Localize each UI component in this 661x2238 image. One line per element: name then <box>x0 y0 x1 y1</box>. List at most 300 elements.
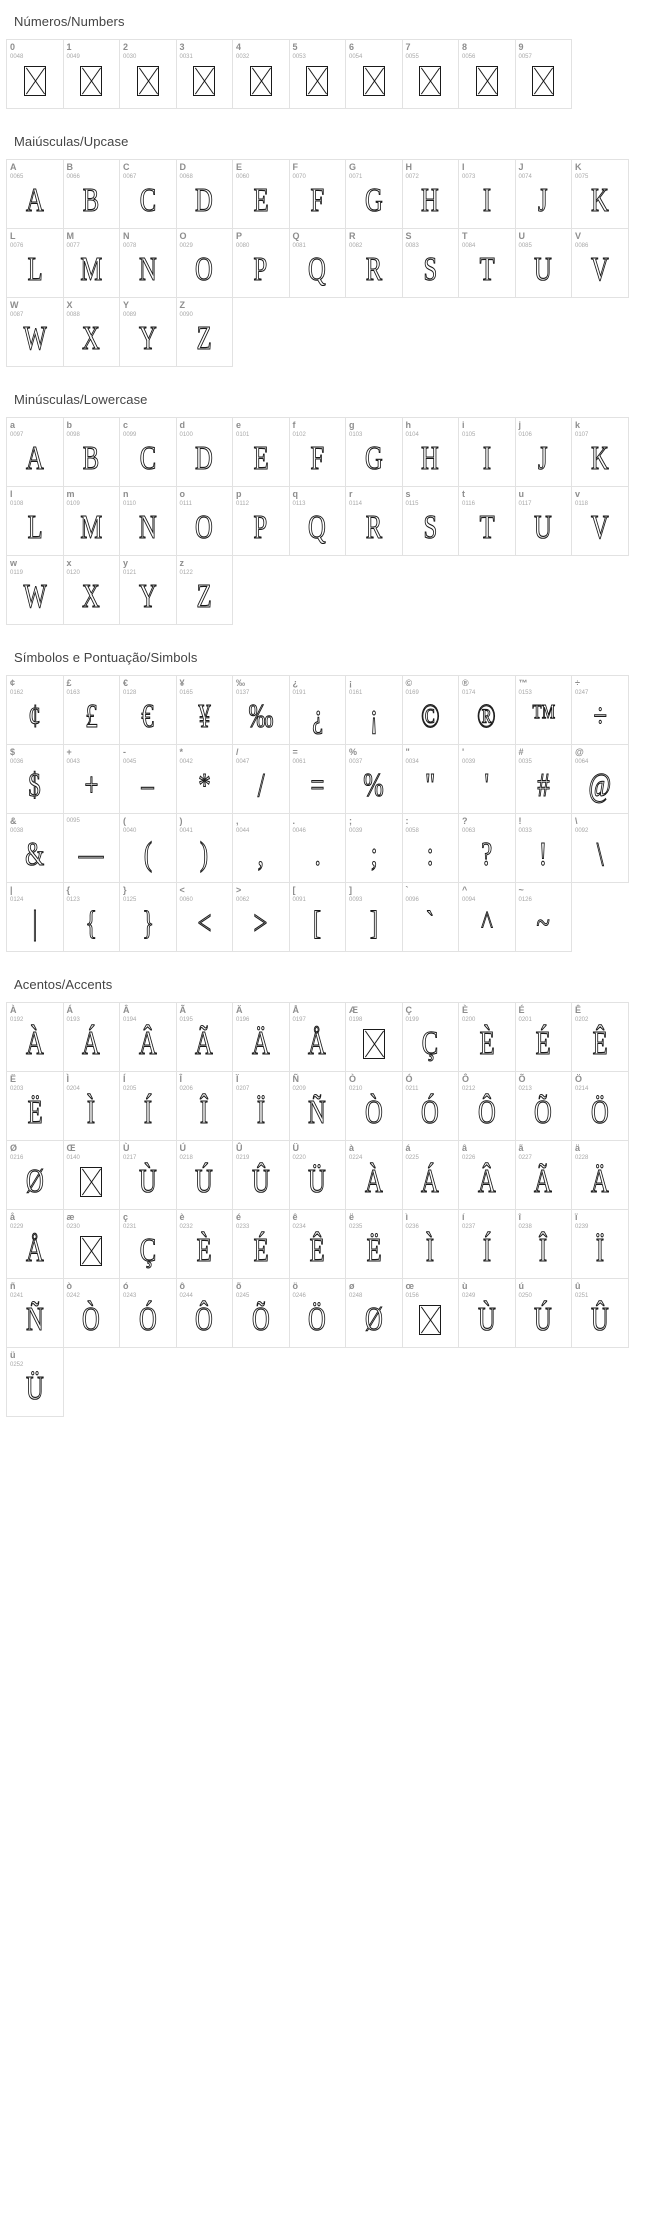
glyph-code-label: 0113 <box>292 501 306 507</box>
glyph-char-label: s <box>405 489 411 499</box>
glyph-cell[interactable] <box>6 1209 64 1279</box>
glyph-cell[interactable] <box>571 486 629 556</box>
glyph-char-label: ä <box>575 1143 581 1153</box>
glyph-cell[interactable] <box>6 228 64 298</box>
glyph-preview <box>572 1021 628 1067</box>
section-title: Números/Numbers <box>14 14 125 29</box>
glyph-char-label: ì <box>405 1212 409 1222</box>
glyph-cell[interactable] <box>232 675 290 745</box>
glyph-cell[interactable] <box>402 417 460 487</box>
glyph-cell[interactable] <box>515 1071 573 1141</box>
glyph-preview <box>7 178 63 224</box>
glyph-preview <box>572 247 628 293</box>
glyph-cell[interactable] <box>289 744 347 814</box>
glyph-cell[interactable] <box>515 675 573 745</box>
glyph-cell[interactable] <box>515 228 573 298</box>
glyph-char-label: U <box>518 231 525 241</box>
glyph-cell[interactable] <box>402 882 460 952</box>
glyph-cell[interactable] <box>6 1071 64 1141</box>
glyph-cell[interactable] <box>458 675 516 745</box>
glyph-cell[interactable] <box>515 882 573 952</box>
glyph-code-label: 0214 <box>575 1086 589 1092</box>
glyph-preview <box>177 694 233 740</box>
glyph-cell[interactable] <box>63 417 121 487</box>
glyph-outline: } <box>141 904 154 942</box>
glyph-cell[interactable] <box>571 813 629 883</box>
glyph-cell[interactable] <box>63 675 121 745</box>
glyph-char-label: ^ <box>462 885 468 895</box>
glyph-cell[interactable] <box>232 813 290 883</box>
glyph-preview <box>403 694 459 740</box>
glyph-char-label: 3 <box>179 42 185 52</box>
glyph-char-label: V <box>575 231 582 241</box>
glyph-cell[interactable] <box>232 744 290 814</box>
section-title: Acentos/Accents <box>14 977 113 992</box>
glyph-cell[interactable] <box>232 1071 290 1141</box>
glyph-cell[interactable] <box>289 1278 347 1348</box>
glyph-code-label: 0249 <box>462 1293 476 1299</box>
glyph-code-label: 0206 <box>179 1086 193 1092</box>
glyph-outline: Ì <box>87 1093 96 1131</box>
glyph-cell[interactable] <box>119 555 177 625</box>
glyph-code-label: 0201 <box>518 1017 532 1023</box>
glyph-cell[interactable] <box>402 675 460 745</box>
glyph-code-label: 0137 <box>236 690 250 696</box>
glyph-cell[interactable] <box>289 882 347 952</box>
glyph-preview <box>459 1228 515 1274</box>
glyph-cell[interactable] <box>458 417 516 487</box>
glyph-cell[interactable] <box>232 159 290 229</box>
glyph-cell[interactable] <box>515 1002 573 1072</box>
glyph-char-label: j <box>518 420 522 430</box>
glyph-cell[interactable] <box>571 1278 629 1348</box>
glyph-cell[interactable] <box>6 1002 64 1072</box>
glyph-preview <box>459 832 515 878</box>
glyph-cell[interactable] <box>515 417 573 487</box>
glyph-preview <box>290 1159 346 1205</box>
glyph-cell[interactable] <box>119 882 177 952</box>
glyph-cell[interactable] <box>458 1140 516 1210</box>
glyph-cell[interactable] <box>6 882 64 952</box>
glyph-cell[interactable] <box>232 417 290 487</box>
glyph-cell[interactable] <box>402 744 460 814</box>
glyph-char-label: . <box>292 816 296 826</box>
glyph-char-label: : <box>405 816 409 826</box>
glyph-preview <box>177 316 233 362</box>
glyph-preview <box>290 247 346 293</box>
glyph-cell[interactable] <box>119 1140 177 1210</box>
glyph-cell[interactable] <box>289 228 347 298</box>
glyph-char-label: $ <box>10 747 16 757</box>
glyph-code-label: 0195 <box>179 1017 193 1023</box>
glyph-outline: Á <box>82 1024 101 1062</box>
missing-glyph-icon <box>419 1305 441 1335</box>
glyph-cell[interactable] <box>458 813 516 883</box>
glyph-outline: J <box>538 439 549 477</box>
glyph-cell[interactable] <box>289 159 347 229</box>
glyph-cell[interactable] <box>345 813 403 883</box>
glyph-char-label: + <box>66 747 72 757</box>
glyph-char-label: / <box>236 747 239 757</box>
glyph-outline: X <box>82 319 101 357</box>
glyph-cell[interactable] <box>402 228 460 298</box>
glyph-cell[interactable] <box>119 486 177 556</box>
glyph-cell[interactable] <box>119 39 177 109</box>
glyph-preview <box>459 1021 515 1067</box>
glyph-cell[interactable] <box>232 1209 290 1279</box>
glyph-cell[interactable] <box>571 675 629 745</box>
glyph-cell[interactable] <box>402 486 460 556</box>
glyph-cell[interactable] <box>63 1278 121 1348</box>
glyph-cell[interactable] <box>63 39 121 109</box>
glyph-char-label: ~ <box>518 885 524 895</box>
glyph-outline: ' <box>484 766 489 804</box>
glyph-cell[interactable] <box>63 813 121 883</box>
glyph-outline: Á <box>421 1162 440 1200</box>
glyph-preview <box>233 1228 289 1274</box>
glyph-cell[interactable] <box>345 1140 403 1210</box>
glyph-cell[interactable] <box>232 1278 290 1348</box>
glyph-char-label: k <box>575 420 581 430</box>
glyph-char-label: o <box>179 489 185 499</box>
glyph-cell[interactable] <box>176 882 234 952</box>
glyph-cell[interactable] <box>571 744 629 814</box>
glyph-cell[interactable] <box>515 39 573 109</box>
glyph-code-label: 0065 <box>10 174 24 180</box>
glyph-cell[interactable] <box>176 228 234 298</box>
glyph-cell[interactable] <box>571 417 629 487</box>
glyph-cell[interactable] <box>6 1347 64 1417</box>
glyph-outline: Ê <box>309 1231 325 1269</box>
glyph-char-label: â <box>462 1143 468 1153</box>
glyph-cell[interactable] <box>119 1278 177 1348</box>
glyph-cell[interactable] <box>232 882 290 952</box>
glyph-cell[interactable] <box>119 1002 177 1072</box>
glyph-cell[interactable] <box>6 1278 64 1348</box>
glyph-char-label: L <box>10 231 16 241</box>
glyph-preview <box>290 1228 346 1274</box>
glyph-preview <box>120 1159 176 1205</box>
glyph-cell[interactable] <box>119 1209 177 1279</box>
glyph-cell[interactable] <box>402 1002 460 1072</box>
glyph-cell[interactable] <box>345 744 403 814</box>
glyph-cell[interactable] <box>176 675 234 745</box>
glyph-cell[interactable] <box>458 1071 516 1141</box>
glyph-code-label: 0109 <box>66 501 80 507</box>
glyph-cell[interactable] <box>176 1209 234 1279</box>
glyph-code-label: 0153 <box>518 690 532 696</box>
glyph-preview <box>572 178 628 224</box>
glyph-grid <box>0 1002 661 1418</box>
glyph-cell[interactable] <box>119 159 177 229</box>
glyph-char-label: B <box>66 162 73 172</box>
glyph-char-label: Ñ <box>292 1074 299 1084</box>
glyph-code-label: 0029 <box>179 243 193 249</box>
glyph-cell[interactable] <box>63 1071 121 1141</box>
glyph-cell[interactable] <box>571 1140 629 1210</box>
glyph-preview <box>233 1090 289 1136</box>
glyph-char-label: 7 <box>405 42 411 52</box>
glyph-preview <box>459 901 515 947</box>
glyph-cell[interactable] <box>119 675 177 745</box>
glyph-cell[interactable] <box>402 39 460 109</box>
glyph-char-label: } <box>123 885 127 895</box>
glyph-outline: \ <box>596 835 604 873</box>
glyph-cell[interactable] <box>119 417 177 487</box>
glyph-cell[interactable] <box>63 297 121 367</box>
glyph-char-label: C <box>123 162 130 172</box>
glyph-code-label: 0074 <box>518 174 532 180</box>
glyph-char-label: z <box>179 558 184 568</box>
glyph-preview <box>346 1090 402 1136</box>
glyph-char-label: À <box>10 1005 17 1015</box>
glyph-cell[interactable] <box>63 882 121 952</box>
glyph-outline: N <box>138 250 157 288</box>
glyph-cell[interactable] <box>402 1278 460 1348</box>
glyph-cell[interactable] <box>345 159 403 229</box>
glyph-cell[interactable] <box>345 228 403 298</box>
glyph-cell[interactable] <box>176 159 234 229</box>
glyph-cell[interactable] <box>63 555 121 625</box>
glyph-cell[interactable] <box>6 297 64 367</box>
glyph-outline: C <box>139 439 156 477</box>
glyph-cell[interactable] <box>6 486 64 556</box>
glyph-preview <box>290 1090 346 1136</box>
glyph-outline: U <box>534 250 553 288</box>
glyph-cell[interactable] <box>289 1002 347 1072</box>
glyph-cell[interactable] <box>6 813 64 883</box>
section-numbers <box>0 0 661 110</box>
glyph-cell[interactable] <box>571 1002 629 1072</box>
glyph-cell[interactable] <box>515 744 573 814</box>
glyph-cell[interactable] <box>289 417 347 487</box>
glyph-cell[interactable] <box>345 882 403 952</box>
glyph-cell[interactable] <box>289 1071 347 1141</box>
glyph-outline: L <box>27 508 43 546</box>
glyph-cell[interactable] <box>289 1209 347 1279</box>
glyph-outline: Ä <box>590 1162 609 1200</box>
glyph-outline: F <box>310 439 325 477</box>
glyph-cell[interactable] <box>6 159 64 229</box>
glyph-preview <box>459 178 515 224</box>
glyph-outline: + <box>84 766 99 804</box>
glyph-cell[interactable] <box>176 297 234 367</box>
glyph-cell[interactable] <box>63 1140 121 1210</box>
glyph-cell[interactable] <box>458 228 516 298</box>
glyph-cell[interactable] <box>176 813 234 883</box>
glyph-cell[interactable] <box>345 1278 403 1348</box>
glyph-cell[interactable] <box>345 1209 403 1279</box>
glyph-code-label: 0247 <box>575 690 589 696</box>
glyph-outline: Ï <box>256 1093 265 1131</box>
glyph-char-label: , <box>236 816 239 826</box>
glyph-cell[interactable] <box>402 1209 460 1279</box>
glyph-outline: , <box>257 835 264 873</box>
glyph-cell[interactable] <box>176 486 234 556</box>
glyph-cell[interactable] <box>232 486 290 556</box>
glyph-cell[interactable] <box>345 1002 403 1072</box>
glyph-char-label: Ç <box>405 1005 412 1015</box>
glyph-cell[interactable] <box>458 1209 516 1279</box>
glyph-cell[interactable] <box>571 228 629 298</box>
glyph-cell[interactable] <box>571 159 629 229</box>
glyph-cell[interactable] <box>63 744 121 814</box>
glyph-code-label: 0218 <box>179 1155 193 1161</box>
glyph-preview <box>177 574 233 620</box>
glyph-cell[interactable] <box>458 486 516 556</box>
glyph-cell[interactable] <box>63 486 121 556</box>
glyph-char-label: 4 <box>236 42 242 52</box>
glyph-char-label: Â <box>123 1005 130 1015</box>
glyph-code-label: 0202 <box>575 1017 589 1023</box>
glyph-char-label: t <box>462 489 465 499</box>
glyph-code-label: 0089 <box>123 312 137 318</box>
glyph-char-label: © <box>405 678 413 688</box>
glyph-cell[interactable] <box>176 39 234 109</box>
glyph-char-label: Q <box>292 231 300 241</box>
glyph-preview <box>459 436 515 482</box>
glyph-char-label: K <box>575 162 582 172</box>
glyph-cell[interactable] <box>6 417 64 487</box>
glyph-cell[interactable] <box>6 744 64 814</box>
glyph-cell[interactable] <box>176 1002 234 1072</box>
glyph-outline: @ <box>588 766 612 804</box>
glyph-cell[interactable] <box>345 486 403 556</box>
glyph-cell[interactable] <box>515 1140 573 1210</box>
glyph-cell[interactable] <box>63 159 121 229</box>
glyph-cell[interactable] <box>345 39 403 109</box>
glyph-cell[interactable] <box>458 39 516 109</box>
glyph-cell[interactable] <box>6 1140 64 1210</box>
glyph-cell[interactable] <box>176 1071 234 1141</box>
glyph-grid <box>0 675 661 953</box>
glyph-cell[interactable] <box>63 1209 121 1279</box>
glyph-char-label: Ì <box>66 1074 70 1084</box>
glyph-code-label: 0111 <box>179 501 192 507</box>
glyph-cell[interactable] <box>515 813 573 883</box>
glyph-outline: È <box>479 1024 495 1062</box>
glyph-preview <box>516 436 572 482</box>
glyph-code-label: 0239 <box>575 1224 589 1230</box>
glyph-preview <box>177 1021 233 1067</box>
glyph-cell[interactable] <box>458 1278 516 1348</box>
glyph-cell[interactable] <box>232 228 290 298</box>
glyph-cell[interactable] <box>458 744 516 814</box>
glyph-char-label: û <box>575 1281 581 1291</box>
glyph-outline: % <box>363 766 384 804</box>
glyph-cell[interactable] <box>515 1209 573 1279</box>
glyph-preview <box>290 763 346 809</box>
glyph-outline: Q <box>308 250 327 288</box>
glyph-cell[interactable] <box>289 1140 347 1210</box>
glyph-cell[interactable] <box>289 813 347 883</box>
glyph-cell[interactable] <box>571 1209 629 1279</box>
glyph-cell[interactable] <box>119 744 177 814</box>
glyph-cell[interactable] <box>571 1071 629 1141</box>
glyph-cell[interactable] <box>176 744 234 814</box>
glyph-char-label: Û <box>236 1143 243 1153</box>
glyph-outline: Ô <box>195 1300 214 1338</box>
glyph-cell[interactable] <box>63 1002 121 1072</box>
glyph-outline: G <box>364 439 383 477</box>
glyph-code-label: 0115 <box>405 501 419 507</box>
glyph-preview <box>346 1297 402 1343</box>
glyph-cell[interactable] <box>402 1140 460 1210</box>
glyph-cell[interactable] <box>119 297 177 367</box>
glyph-char-label: * <box>179 747 184 757</box>
glyph-cell[interactable] <box>119 813 177 883</box>
glyph-preview <box>177 1090 233 1136</box>
glyph-code-label: 0088 <box>66 312 80 318</box>
glyph-cell[interactable] <box>289 675 347 745</box>
glyph-cell[interactable] <box>402 159 460 229</box>
glyph-code-label: 0091 <box>292 897 306 903</box>
glyph-cell[interactable] <box>6 39 64 109</box>
glyph-char-label: = <box>292 747 298 757</box>
glyph-char-label: | <box>10 885 13 895</box>
glyph-code-label: 0061 <box>292 759 306 765</box>
glyph-cell[interactable] <box>402 1071 460 1141</box>
missing-glyph-icon <box>476 66 498 96</box>
glyph-cell[interactable] <box>232 39 290 109</box>
glyph-outline: Ü <box>25 1369 44 1407</box>
glyph-cell[interactable] <box>289 39 347 109</box>
glyph-char-label: x <box>66 558 72 568</box>
glyph-char-label: a <box>10 420 16 430</box>
glyph-code-label: 0162 <box>10 690 24 696</box>
glyph-cell[interactable] <box>345 1071 403 1141</box>
glyph-grid <box>0 417 661 626</box>
glyph-cell[interactable] <box>515 1278 573 1348</box>
glyph-cell[interactable] <box>458 1002 516 1072</box>
glyph-preview <box>177 178 233 224</box>
glyph-cell[interactable] <box>402 813 460 883</box>
glyph-cell[interactable] <box>515 486 573 556</box>
glyph-outline: H <box>421 181 440 219</box>
glyph-code-label: 0033 <box>518 828 532 834</box>
glyph-cell[interactable] <box>345 417 403 487</box>
glyph-cell[interactable] <box>176 417 234 487</box>
glyph-cell[interactable] <box>6 555 64 625</box>
glyph-cell[interactable] <box>119 1071 177 1141</box>
glyph-cell[interactable] <box>458 159 516 229</box>
glyph-char-label: ( <box>123 816 126 826</box>
glyph-outline: Ø <box>364 1300 383 1338</box>
glyph-preview <box>7 1366 63 1412</box>
glyph-cell[interactable] <box>176 555 234 625</box>
glyph-cell[interactable] <box>63 228 121 298</box>
glyph-cell[interactable] <box>232 1002 290 1072</box>
glyph-code-label: 0060 <box>179 897 193 903</box>
glyph-cell[interactable] <box>515 159 573 229</box>
glyph-cell[interactable] <box>232 1140 290 1210</box>
glyph-preview <box>120 247 176 293</box>
glyph-cell[interactable] <box>6 675 64 745</box>
glyph-char-label: à <box>349 1143 355 1153</box>
glyph-code-label: 0072 <box>405 174 419 180</box>
glyph-char-label: D <box>179 162 186 172</box>
glyph-preview <box>516 1021 572 1067</box>
glyph-char-label: { <box>66 885 71 895</box>
glyph-char-label: n <box>123 489 129 499</box>
glyph-cell[interactable] <box>176 1140 234 1210</box>
glyph-cell[interactable] <box>458 882 516 952</box>
glyph-cell[interactable] <box>345 675 403 745</box>
glyph-char-label: ¿ <box>292 678 298 688</box>
glyph-cell[interactable] <box>176 1278 234 1348</box>
glyph-cell[interactable] <box>289 486 347 556</box>
glyph-cell[interactable] <box>119 228 177 298</box>
